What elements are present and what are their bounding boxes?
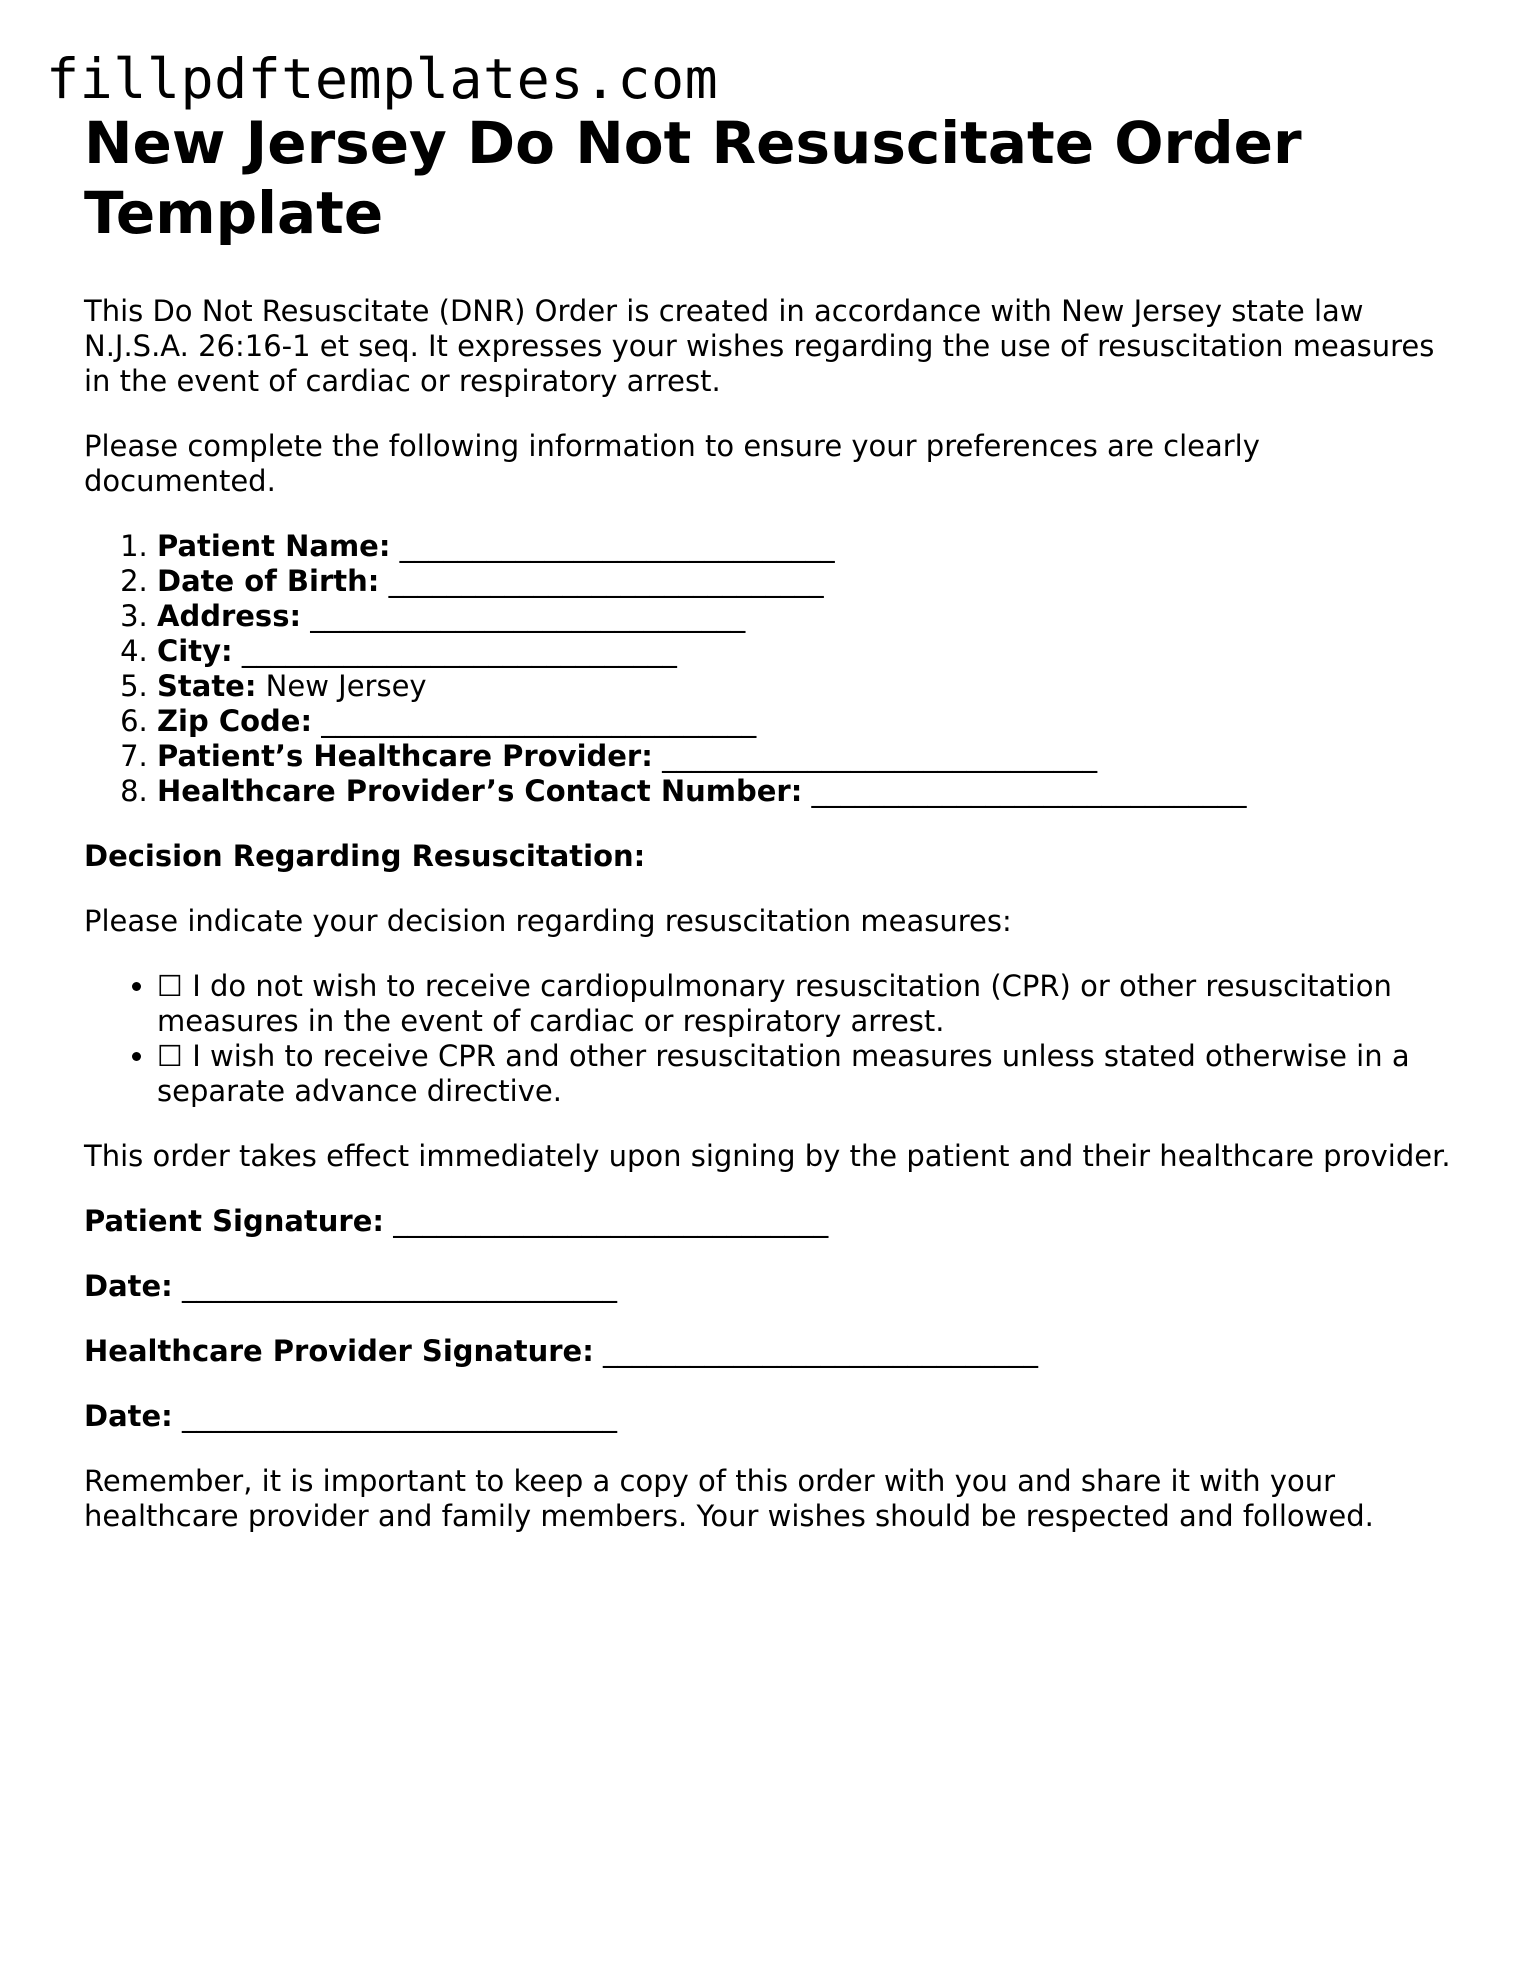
field-label: Date of Birth:: [157, 564, 380, 598]
date-label: Date:: [84, 1269, 173, 1303]
patient-signature-line: [84, 1204, 1454, 1239]
document-page: [84, 108, 1454, 1534]
intro-paragraph: This Do Not Resuscitate (DNR) Order is created in accordance with New Jersey state law N.J.S.A. 26:16-1 et seq. It expresses your wishes regarding the use of resuscitation measures in the event of cardiac or respiratory arrest.: [84, 294, 1435, 398]
provider-signature-line: [84, 1334, 1454, 1369]
signature-label: Patient Signature:: [84, 1204, 384, 1238]
reminder-paragraph: Remember, it is important to keep a copy of this order with you and share it with your healthcare provider and family members. Your wishes should be respected and followed.: [84, 1464, 1374, 1533]
signature-label: Healthcare Provider Signature:: [84, 1334, 594, 1368]
provider-date-line: [84, 1399, 1454, 1434]
patient-date-line: [84, 1269, 1454, 1304]
option-no-cpr[interactable]: • ☐ I do not wish to receive cardiopulmonary resuscitation (CPR) or other resuscitation measures in the event of cardiac or respiratory arrest.: [157, 969, 1454, 1039]
provider-date-blank[interactable]: ______________________________: [182, 1399, 617, 1433]
address-blank[interactable]: ______________________________: [310, 599, 746, 633]
field-label: Address:: [157, 599, 302, 633]
option-receive-cpr[interactable]: • ☐ I wish to receive CPR and other resuscitation measures unless stated otherwise in a separate advance directive.: [157, 1039, 1454, 1109]
patient-signature-blank[interactable]: ______________________________: [393, 1204, 829, 1238]
decision-instruction: Please indicate your decision regarding resuscitation measures:: [84, 904, 1012, 938]
field-label: State:: [157, 669, 257, 703]
city-blank[interactable]: ______________________________: [241, 634, 677, 668]
healthcare-provider-blank[interactable]: ______________________________: [662, 739, 1098, 773]
effect-paragraph: This order takes effect immediately upon signing by the patient and their healthcare provider.: [84, 1139, 1451, 1173]
field-label: Zip Code:: [157, 704, 313, 738]
field-state: [157, 669, 1454, 704]
field-label: Patient’s Healthcare Provider:: [157, 739, 653, 773]
field-healthcare-provider: [157, 739, 1454, 774]
date-of-birth-blank[interactable]: ______________________________: [388, 564, 824, 598]
field-label: Patient Name:: [157, 529, 391, 563]
field-zip-code: [157, 704, 1454, 739]
field-patient-name: [157, 529, 1454, 564]
field-label: City:: [157, 634, 233, 668]
provider-signature-blank[interactable]: ______________________________: [603, 1334, 1039, 1368]
provider-contact-blank[interactable]: ______________________________: [811, 774, 1247, 808]
instruction-paragraph: Please complete the following information to ensure your preferences are clearly documented.: [84, 429, 1260, 498]
site-watermark: fillpdftemplates.com: [46, 47, 719, 111]
field-date-of-birth: [157, 564, 1454, 599]
patient-info-list: [84, 529, 1454, 809]
field-label: Healthcare Provider’s Contact Number:: [157, 774, 803, 808]
patient-date-blank[interactable]: ______________________________: [182, 1269, 617, 1303]
resuscitation-options: [84, 969, 1454, 1109]
patient-name-blank[interactable]: ______________________________: [399, 529, 835, 563]
date-label: Date:: [84, 1399, 173, 1433]
decision-heading: Decision Regarding Resuscitation:: [84, 839, 646, 873]
page-title: New Jersey Do Not Resuscitate Order Template: [84, 109, 1302, 247]
state-value: New Jersey: [265, 669, 427, 703]
zip-code-blank[interactable]: ______________________________: [321, 704, 757, 738]
field-city: [157, 634, 1454, 669]
field-address: [157, 599, 1454, 634]
field-provider-contact-number: [157, 774, 1454, 809]
